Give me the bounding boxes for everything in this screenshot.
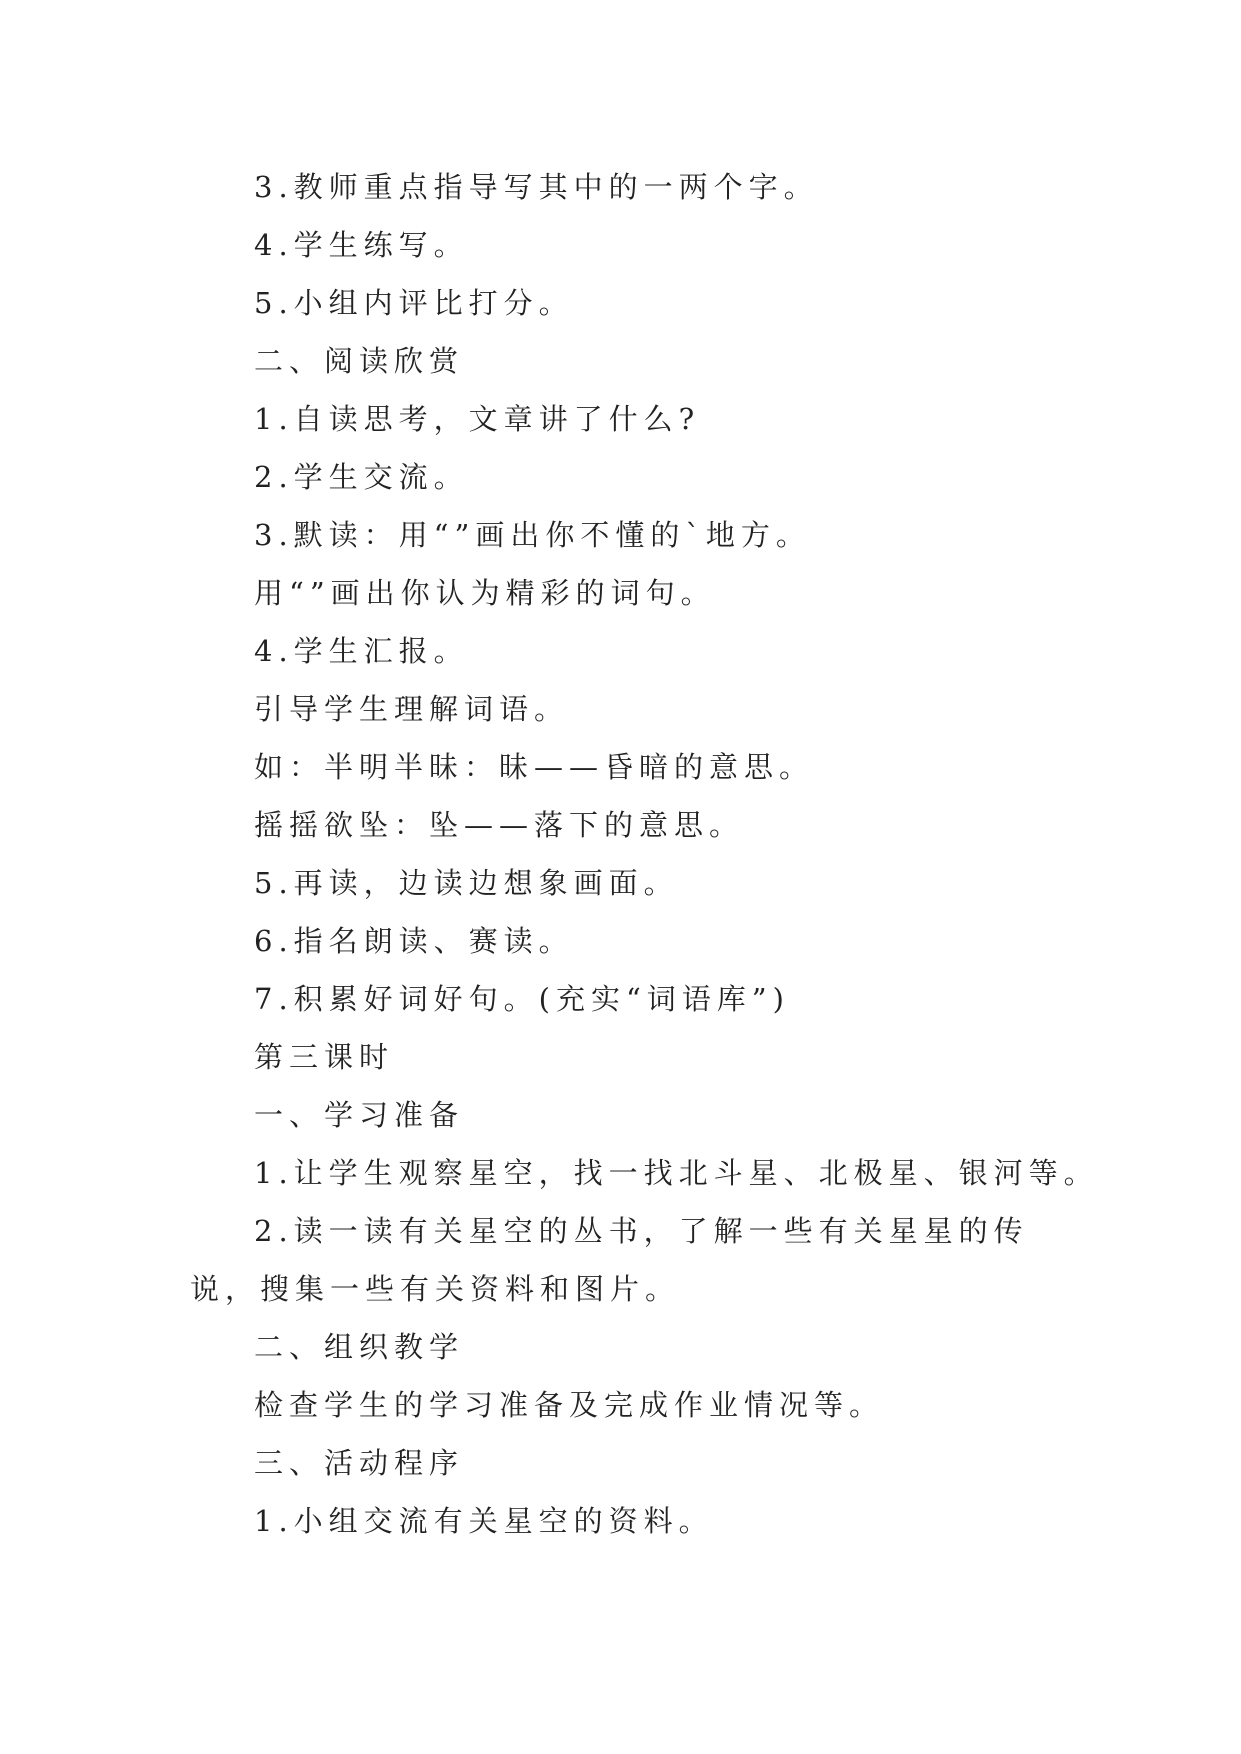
text-line: 6.指名朗读、赛读。 [254, 924, 574, 958]
text-line: 1.小组交流有关星空的资料。 [254, 1504, 714, 1538]
text-line: 4.学生汇报。 [254, 634, 469, 668]
text-line: 1.自读思考，文章讲了什么? [254, 402, 701, 436]
section-heading: 一、学习准备 [254, 1098, 465, 1132]
text-line: 用“”画出你认为精彩的词句。 [254, 576, 716, 610]
text-line: 摇摇欲坠：坠——落下的意思。 [254, 808, 745, 842]
text-line: 7.积累好词好句。(充实“词语库”) [254, 982, 790, 1016]
text-line: 4.学生练写。 [254, 228, 469, 262]
lesson-heading: 第三课时 [254, 1040, 395, 1074]
document-body [190, 158, 1099, 1550]
text-line: 2.学生交流。 [254, 460, 469, 494]
text-line: 5.再读，边读边想象画面。 [254, 866, 679, 900]
section-heading: 二、组织教学 [254, 1330, 465, 1364]
section-heading: 二、阅读欣赏 [254, 344, 465, 378]
text-line: 3.教师重点指导写其中的一两个字。 [254, 170, 819, 204]
section-heading: 三、活动程序 [254, 1446, 465, 1480]
text-line: 引导学生理解词语。 [254, 692, 570, 726]
text-line: 1.让学生观察星空，找一找北斗星、北极星、银河等。 [254, 1156, 1099, 1190]
text-paragraph: 2.读一读有关星空的丛书，了解一些有关星星的传说，搜集一些有关资料和图片。 [190, 1214, 1029, 1306]
text-line: 3.默读：用“”画出你不懂的`地方。 [254, 518, 811, 552]
text-line: 5.小组内评比打分。 [254, 286, 574, 320]
text-line: 检查学生的学习准备及完成作业情况等。 [254, 1388, 885, 1422]
text-line: 如：半明半昧：昧——昏暗的意思。 [254, 750, 815, 784]
